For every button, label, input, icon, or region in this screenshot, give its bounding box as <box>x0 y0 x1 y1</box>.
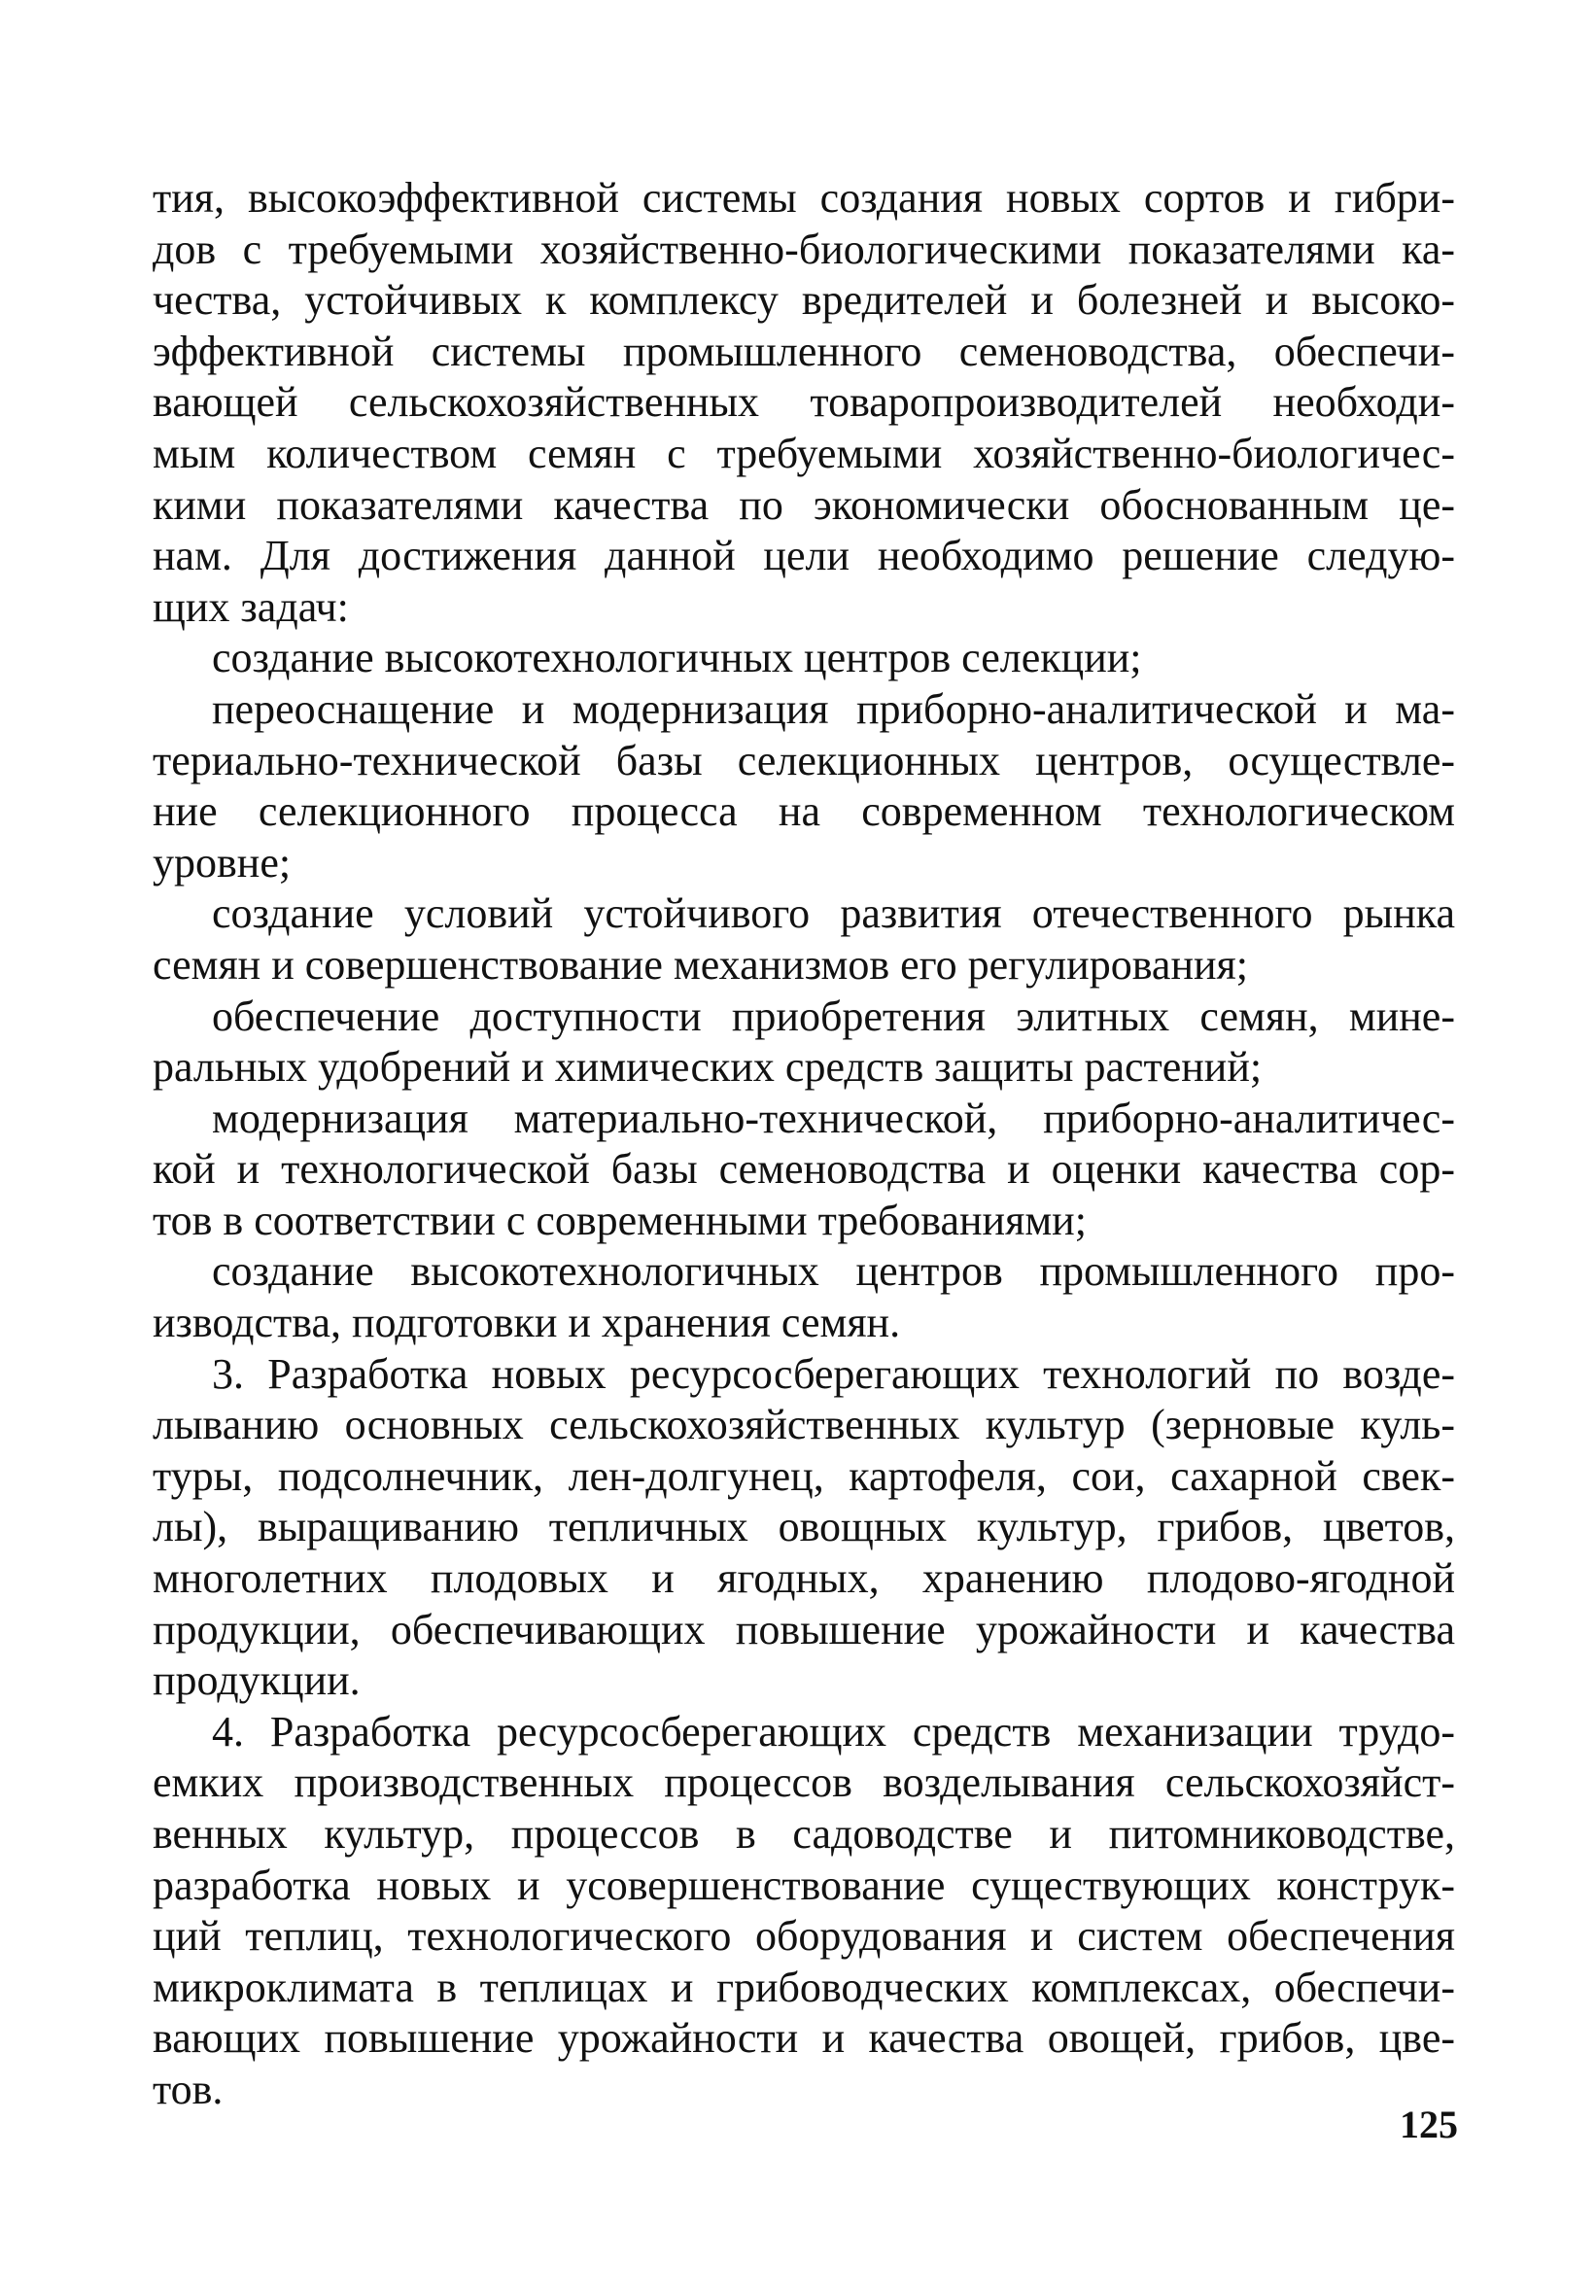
text-line: туры, подсолнечник, лен-долгунец, картофеля, сои, сахарной свек- <box>153 1451 1455 1500</box>
text-line: создание высокотехнологичных центров селекции; <box>212 634 1142 682</box>
paragraph <box>153 991 1455 1094</box>
text-line: изводства, подготовки и хранения семян. <box>153 1299 901 1347</box>
paragraph <box>153 1707 1455 2116</box>
paragraph <box>153 1094 1455 1247</box>
text-line: кой и технологической базы семеноводства и оценки качества сор- <box>153 1145 1455 1194</box>
text-line: чества, устойчивых к комплексу вредителей и болезней и высоко- <box>153 276 1455 325</box>
text-line: дов с требуемыми хозяйственно-биологическими показателями ка- <box>153 225 1455 273</box>
text-line: ральных удобрений и химических средств защиты растений; <box>153 1043 1263 1092</box>
text-line: венных культур, процессов в садоводстве и питомниководстве, <box>153 1810 1455 1858</box>
text-line: вающих повышение урожайности и качества овощей, грибов, цве- <box>153 2014 1455 2063</box>
text-line: 3. Разработка новых ресурсосберегающих технологий по возде- <box>212 1349 1455 1398</box>
text-line: микроклимата в теплицах и грибоводческих комплексах, обеспечи- <box>153 1963 1455 2011</box>
page-body-text <box>153 173 1455 2116</box>
text-line: создание высокотехнологичных центров промышленного про- <box>212 1247 1455 1296</box>
paragraph <box>153 633 1455 684</box>
paragraph <box>153 888 1455 991</box>
text-line: териально-технической базы селекционных центров, осуществле- <box>153 736 1455 784</box>
text-line: ние селекционного процесса на современном технологическом <box>153 787 1455 836</box>
text-line: многолетних плодовых и ягодных, хранению плодово-ягодной <box>153 1554 1455 1603</box>
text-line: щих задач: <box>153 582 349 631</box>
text-line: лы), выращиванию тепличных овощных культур, грибов, цветов, <box>153 1503 1455 1551</box>
text-line: продукции, обеспечивающих повышение урожайности и качества <box>153 1605 1455 1653</box>
text-line: продукции. <box>153 1656 361 1705</box>
text-line: тия, высокоэффективной системы создания новых сортов и гибри- <box>153 174 1455 222</box>
text-line: мым количеством семян с требуемыми хозяйственно-биологичес- <box>153 429 1455 477</box>
text-line: модернизация материально-технической, приборно-аналитичес- <box>212 1094 1455 1142</box>
text-line: 4. Разработка ресурсосберегающих средств механизации трудо- <box>212 1707 1455 1756</box>
text-line: переоснащение и модернизация приборно-аналитической и ма- <box>212 684 1455 733</box>
text-line: кими показателями качества по экономически обоснованным це- <box>153 480 1455 529</box>
text-line: создание условий устойчивого развития отечественного рынка <box>212 889 1455 938</box>
paragraph <box>153 684 1455 888</box>
text-line: нам. Для достижения данной цели необходимо решение следую- <box>153 532 1455 580</box>
text-line: ций теплиц, технологического оборудования и систем обеспечения <box>153 1912 1455 1961</box>
text-line: эффективной системы промышленного семеноводства, обеспечи- <box>153 327 1455 375</box>
text-line: лыванию основных сельскохозяйственных культур (зерновые куль- <box>153 1401 1455 1449</box>
paragraph <box>153 1349 1455 1707</box>
text-line: тов. <box>153 2065 224 2113</box>
text-line: вающей сельскохозяйственных товаропроизводителей необходи- <box>153 378 1455 427</box>
text-line: тов в соответствии с современными требованиями; <box>153 1196 1087 1244</box>
text-line: емких производственных процессов возделывания сельскохозяйст- <box>153 1758 1455 1807</box>
text-line: обеспечение доступности приобретения элитных семян, мине- <box>212 991 1455 1040</box>
paragraph <box>153 1246 1455 1348</box>
paragraph <box>153 173 1455 633</box>
text-line: уровне; <box>153 838 292 887</box>
page-number: 125 <box>1400 2103 1458 2146</box>
text-line: разработка новых и усовершенствование существующих конструк- <box>153 1861 1455 1909</box>
text-line: семян и совершенствование механизмов его регулирования; <box>153 940 1249 989</box>
